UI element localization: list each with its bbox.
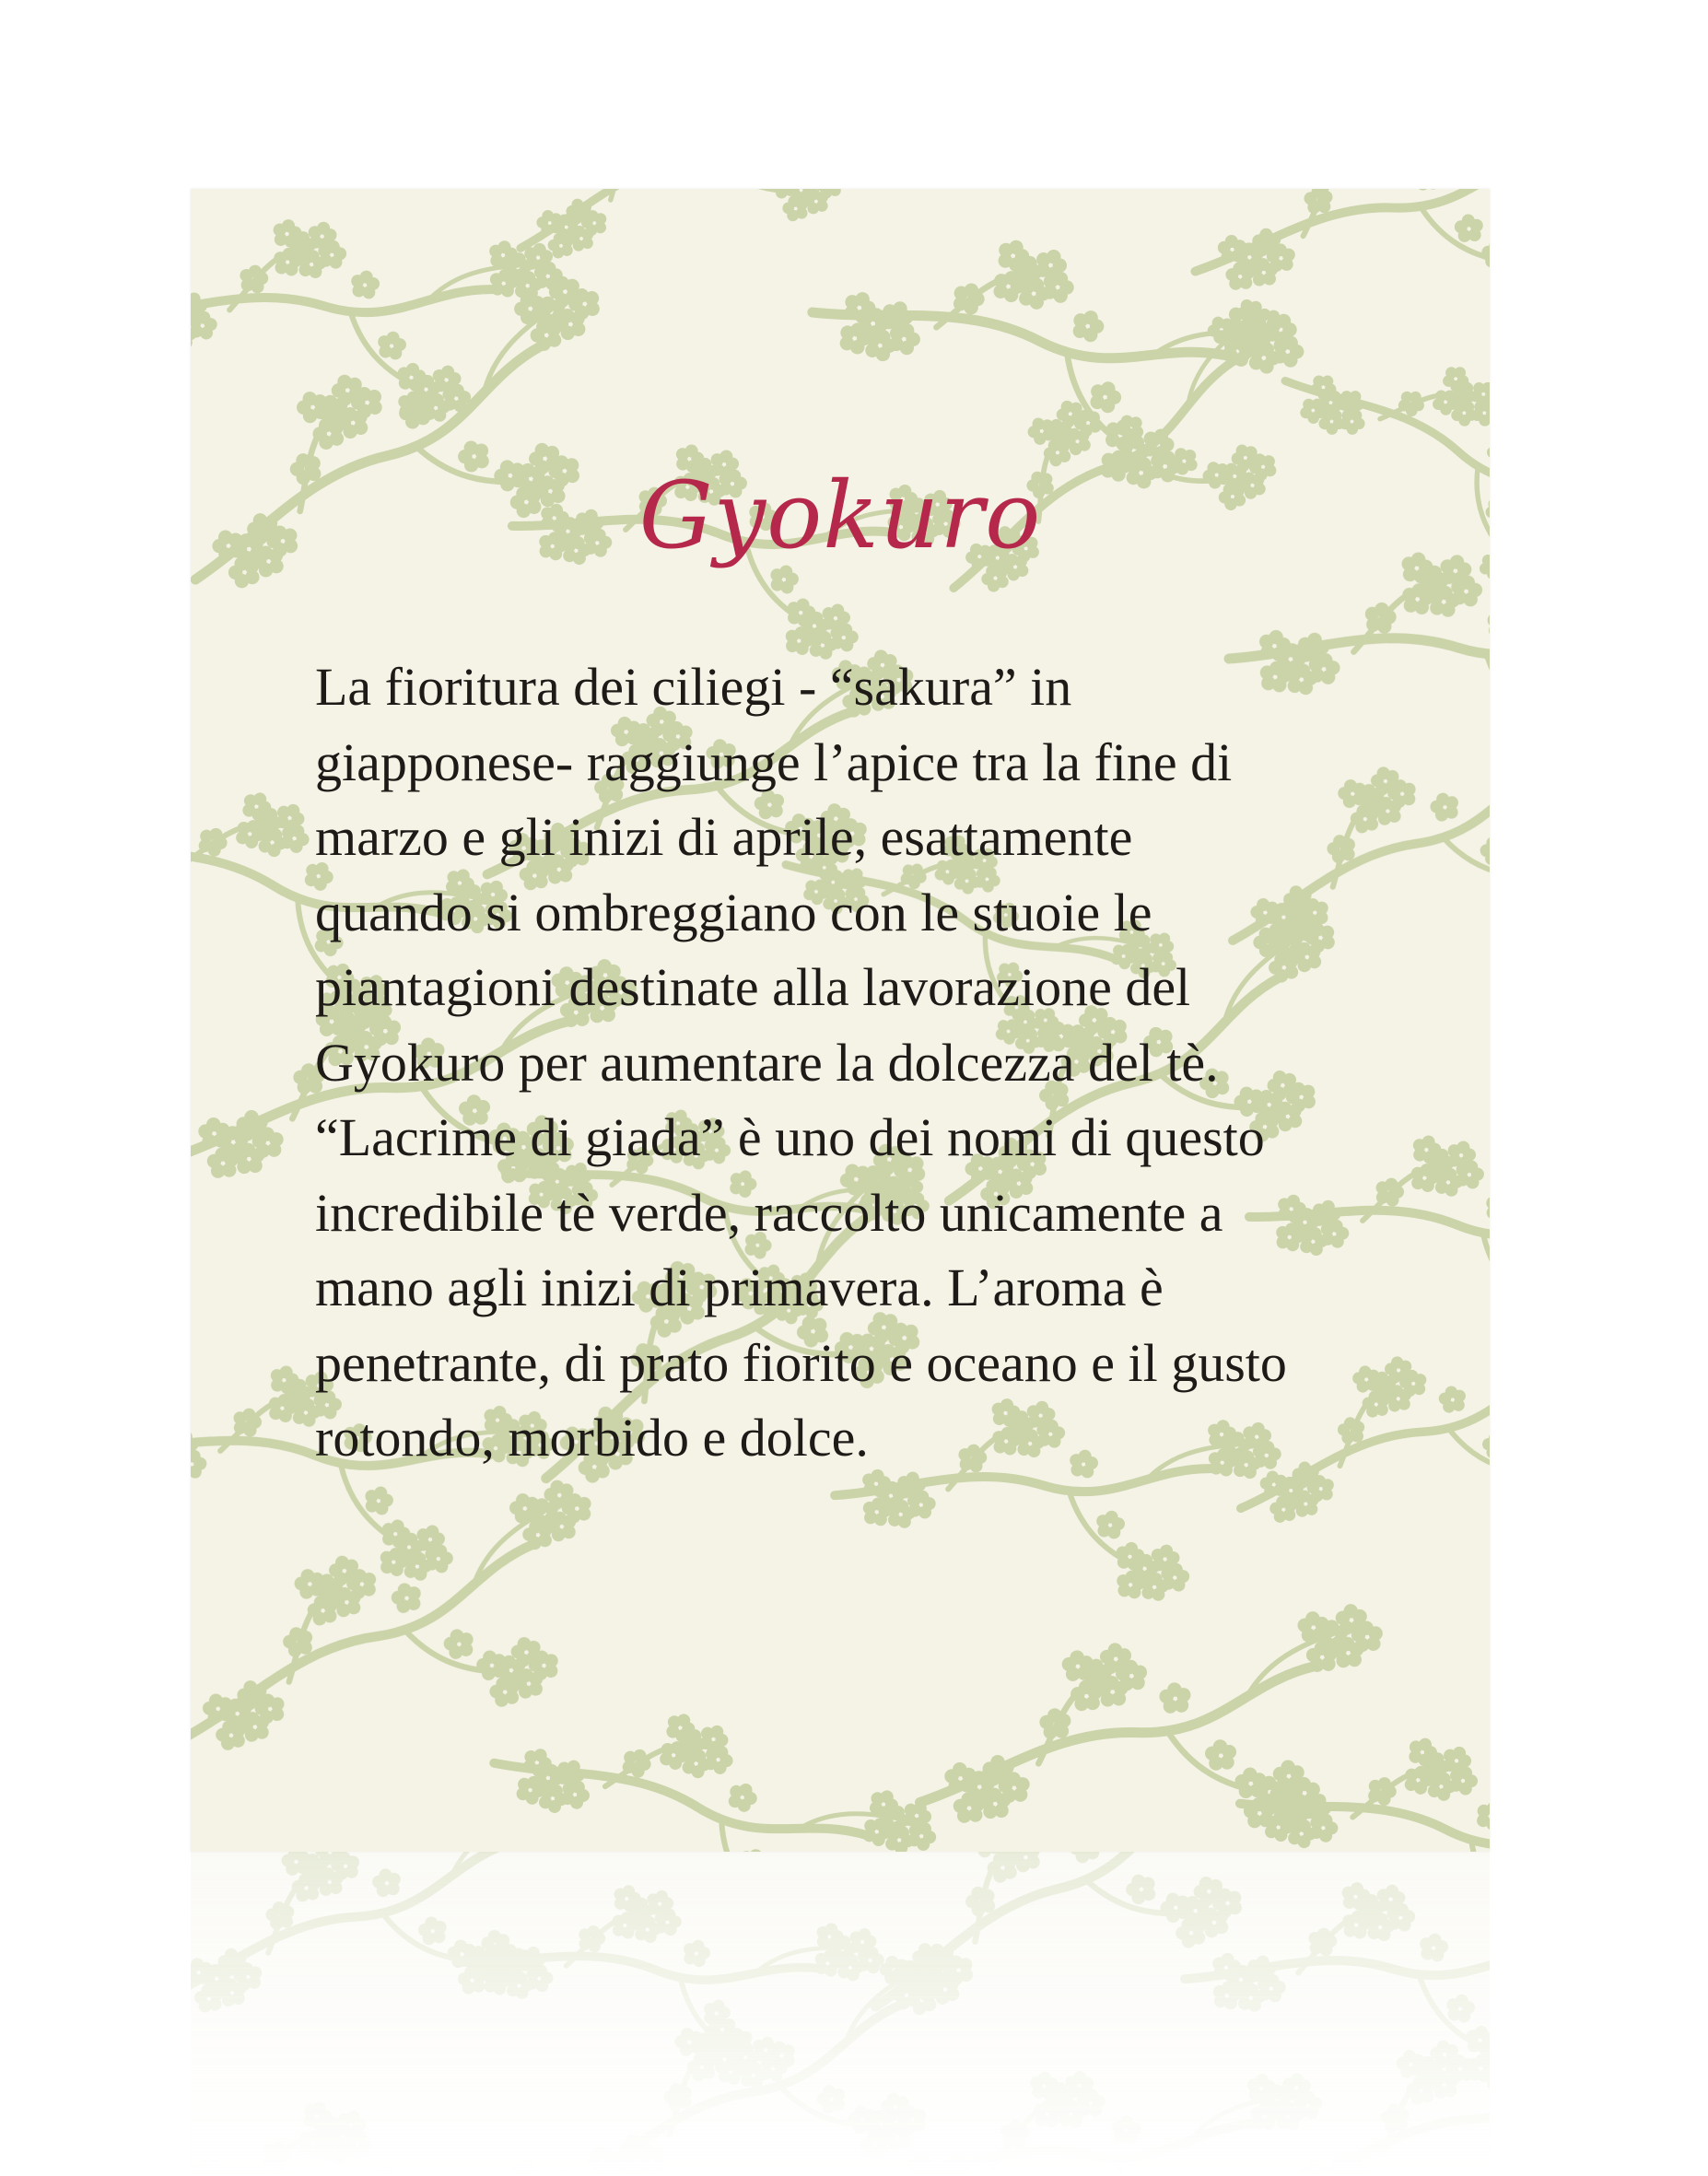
paragraph-line: marzo e gli inizi di aprile, esattamente bbox=[315, 807, 1133, 867]
paragraph-line: quando si ombreggiano con le stuoie le bbox=[315, 882, 1152, 942]
paragraph-line: mano agli inizi di primavera. L’aroma è bbox=[315, 1258, 1164, 1317]
paragraph-line: incredibile tè verde, raccolto unicamente a bbox=[315, 1182, 1223, 1243]
paragraph-line: Gyokuro per aumentare la dolcezza del tè. bbox=[315, 1032, 1219, 1093]
paragraph-line: rotondo, morbido e dolce. bbox=[315, 1408, 869, 1468]
tea-card bbox=[191, 189, 1490, 1852]
paragraph-line: giapponese- raggiunge l’apice tra la fine di bbox=[315, 731, 1233, 792]
card-reflection bbox=[191, 1852, 1490, 2176]
paragraph-line: “Lacrime di giada” è uno dei nomi di questo bbox=[315, 1107, 1265, 1167]
paragraph-line: piantagioni destinate alla lavorazione del bbox=[315, 957, 1191, 1017]
paragraph-line: La fioritura dei ciliegi - “sakura” in bbox=[315, 657, 1072, 717]
card-paragraph bbox=[315, 649, 1421, 1476]
paragraph-line: penetrante, di prato fiorito e oceano e il gusto bbox=[315, 1332, 1287, 1393]
card-content bbox=[191, 189, 1490, 1852]
card-title: Gyokuro bbox=[638, 462, 1042, 569]
